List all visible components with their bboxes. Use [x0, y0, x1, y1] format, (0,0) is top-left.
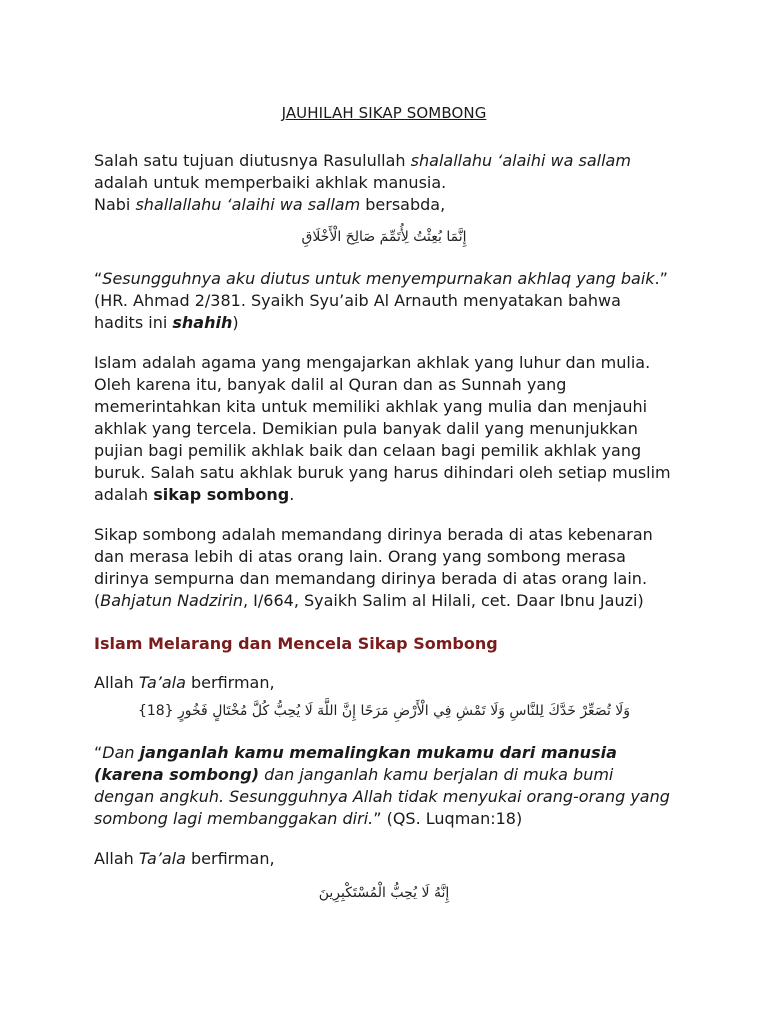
verse-citation: ” (QS. Luqman:18): [373, 809, 523, 828]
allah-1-post: berfirman,: [185, 673, 275, 692]
arabic-verse-1-text: وَلَا تُصَعِّرْ خَدَّكَ لِلنَّاسِ وَلَا تَمْشِ فِي الْأَرْضِ مَرَحًا إِنَّ اللَّهَ لَا يُحِبُّ كُلَّ مُخْتَالٍ فَخُورٍ: [178, 703, 631, 719]
hadith-source: .” (HR. Ahmad 2/381. Syaikh Syu’aib Al Arnauth menyatakan bahwa hadits ini: [94, 269, 668, 332]
intro-text-2: adalah untuk memperbaiki akhlak manusia.: [94, 173, 447, 192]
allah-1-pre: Allah: [94, 673, 139, 692]
islam-end: .: [289, 485, 295, 504]
definition-paragraph: [94, 524, 674, 612]
quote-open: “: [94, 269, 103, 288]
intro-salawat-1: shalallahu ‘alaihi wa sallam: [410, 151, 631, 170]
islam-text: Islam adalah agama yang mengajarkan akhlak yang luhur dan mulia. Oleh karena itu, banyak dalil al Quran dan as Sunnah yang memerintahkan kita untuk memiliki akhlak yang mulia dan menjauhi akhlak yang tercela. Demikian pula banyak dalil yang menunjukkan pujian bagi pemilik akhlak baik dan celaan bagi pemilik akhlak yang buruk. Salah satu akhlak buruk yang harus dihindari oleh setiap muslim adalah: [94, 353, 671, 504]
allah-2-italic: Ta’ala: [138, 849, 186, 868]
verse-translation: [94, 742, 674, 830]
intro-text-3: Nabi: [94, 195, 136, 214]
allah-line-2: [94, 848, 674, 870]
verse-italic-2: dan janganlah kamu berjalan di muka bumi dengan angkuh. Sesungguhnya Allah tidak menyukai orang-orang yang sombong lagi membanggakan diri.: [94, 765, 670, 828]
intro-text-1: Salah satu tujuan diutusnya Rasulullah: [94, 151, 411, 170]
islam-bold-term: sikap sombong: [153, 485, 290, 504]
allah-2-pre: Allah: [94, 849, 139, 868]
definition-end: , I/664, Syaikh Salim al Hilali, cet. Daar Ibnu Jauzi): [243, 591, 644, 610]
intro-paragraph: [94, 150, 674, 216]
allah-2-post: berfirman,: [185, 849, 275, 868]
verse-bold-italic: janganlah kamu memalingkan mukamu dari manusia (karena sombong): [94, 743, 617, 784]
hadith-grade: shahih: [172, 313, 233, 332]
hadith-text: Sesungguhnya aku diutus untuk menyempurnakan akhlaq yang baik: [102, 269, 655, 288]
verse-open: “: [94, 743, 103, 762]
definition-text: Sikap sombong adalah memandang dirinya berada di atas kebenaran dan merasa lebih di atas orang lain. Orang yang sombong merasa dirinya sempurna dan memandang dirinya berada di atas orang lain. (: [94, 525, 653, 610]
arabic-hadith: إِنَّمَا بُعِثْتُ لِأُتَمِّمَ صَالِحَ الْأَخْلَاقِ: [301, 229, 467, 245]
hadith-close: ): [232, 313, 239, 332]
intro-text-4: bersabda,: [360, 195, 446, 214]
arabic-verse-1: [94, 700, 674, 722]
section-heading: Islam Melarang dan Mencela Sikap Sombong: [94, 634, 498, 653]
definition-book: Bahjatun Nadzirin: [100, 591, 243, 610]
verse-italic-1: Dan: [102, 743, 140, 762]
arabic-verse-1-number: {18}: [137, 703, 174, 719]
islam-paragraph: [94, 352, 674, 506]
document-title: JAUHILAH SIKAP SOMBONG: [281, 104, 487, 122]
allah-line-1: [94, 672, 674, 694]
intro-salawat-2: shallallahu ‘alaihi wa sallam: [135, 195, 361, 214]
arabic-verse-2: إِنَّهُ لَا يُحِبُّ الْمُسْتَكْبِرِينَ: [318, 885, 450, 901]
allah-1-italic: Ta’ala: [138, 673, 186, 692]
hadith-translation: [94, 268, 674, 334]
